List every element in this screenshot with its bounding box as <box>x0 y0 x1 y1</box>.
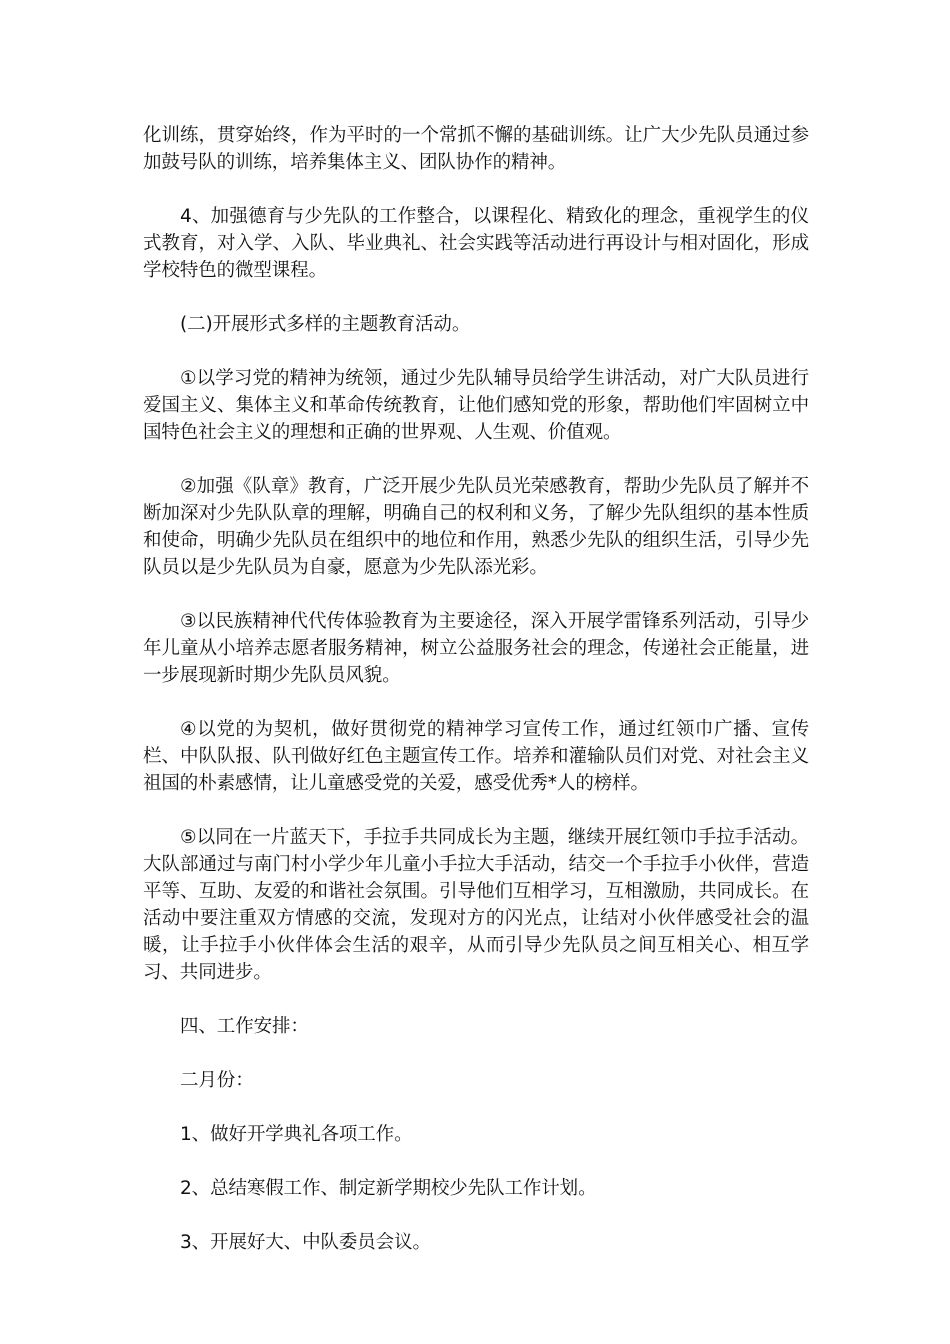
schedule-item-3: 3、开展好大、中队委员会议。 <box>180 1232 431 1253</box>
paragraph-item-circled-1: ①以学习党的精神为统领，通过少先队辅导员给学生讲活动，对广大队员进行爱国主义、集体主义和革命传统教育，让他们感知党的形象，帮助他们牢固树立中国特色社会主义的理想和正确的世界观、人生观、价值观。 <box>143 368 809 443</box>
document-body <box>143 122 809 1283</box>
schedule-item-1: 1、做好开学典礼各项工作。 <box>180 1124 413 1145</box>
paragraph-item-circled-4: ④以党的为契机，做好贯彻党的精神学习宣传工作，通过红领巾广播、宣传栏、中队队报、队刊做好红色主题宣传工作。培养和灌输队员们对党、对社会主义祖国的朴素感情，让儿童感受党的关爱，感受优秀*人的榜样。 <box>143 719 809 794</box>
paragraph-item-circled-3: ③以民族精神代代传体验教育为主要途径，深入开展学雷锋系列活动，引导少年儿童从小培养志愿者服务精神，树立公益服务社会的理念，传递社会正能量，进一步展现新时期少先队员风貌。 <box>143 611 809 686</box>
paragraph-item-circled-2: ②加强《队章》教育，广泛开展少先队员光荣感教育，帮助少先队员了解并不断加深对少先队队章的理解，明确自己的权利和义务，了解少先队组织的基本性质和使命，明确少先队员在组织中的地位和作用，熟悉少先队的组织生活，引导少先队员以是少先队员为自豪，愿意为少先队添光彩。 <box>143 476 809 578</box>
paragraph-item-4: 4、加强德育与少先队的工作整合，以课程化、精致化的理念，重视学生的仪式教育，对入学、入队、毕业典礼、社会实践等活动进行再设计与相对固化，形成学校特色的微型课程。 <box>143 206 809 281</box>
section-heading-work-schedule: 四、工作安排： <box>180 1016 309 1037</box>
paragraph-item-circled-5: ⑤以同在一片蓝天下，手拉手共同成长为主题，继续开展红领巾手拉手活动。大队部通过与南门村小学少年儿童小手拉大手活动，结交一个手拉手小伙伴，营造平等、互助、友爱的和谐社会氛围。引导他们互相学习，互相激励，共同成长。在活动中要注重双方情感的交流，发现对方的闪光点，让结对小伙伴感受社会的温暖，让手拉手小伙伴体会生活的艰辛，从而引导少先队员之间互相关心、相互学习、共同进步。 <box>143 827 809 983</box>
schedule-item-2: 2、总结寒假工作、制定新学期校少先队工作计划。 <box>180 1178 597 1199</box>
month-heading-february: 二月份： <box>180 1070 254 1091</box>
paragraph-training-continuation: 化训练，贯穿始终，作为平时的一个常抓不懈的基础训练。让广大少先队员通过参加鼓号队的训练，培养集体主义、团队协作的精神。 <box>143 125 809 173</box>
section-heading-theme-activities: (二)开展形式多样的主题教育活动。 <box>180 314 471 335</box>
